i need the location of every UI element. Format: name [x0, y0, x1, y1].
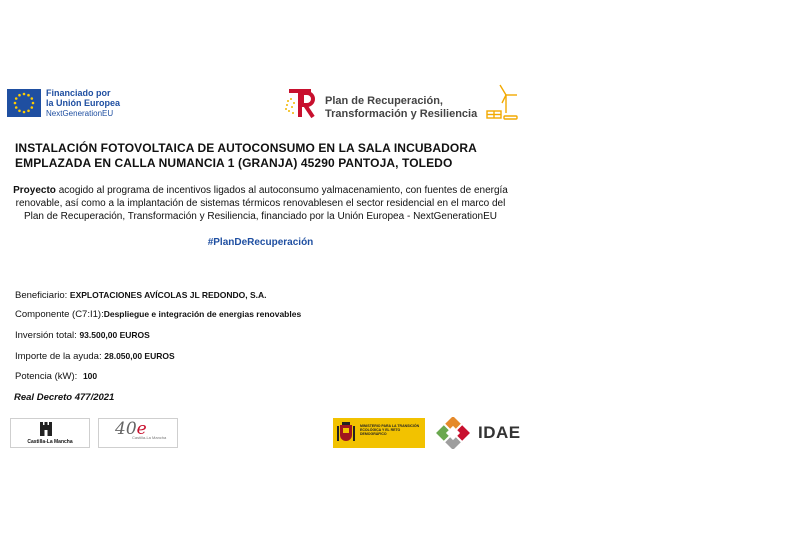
- c40-letter: e: [136, 419, 147, 439]
- clm-logo-text: Castilla-La Mancha: [27, 439, 73, 445]
- potencia-value: 100: [82, 371, 98, 381]
- idae-logo-text: IDAE: [478, 423, 521, 442]
- importe-label: Importe de la ayuda:: [15, 351, 102, 362]
- project-title-line1: INSTALACIÓN FOTOVOLTAICA DE AUTOCONSUMO EN LA SALA INCUBADORA: [15, 141, 477, 155]
- componente-row: [15, 309, 301, 320]
- clm-castle-icon: [38, 421, 54, 437]
- prtr-title-line1: Plan de Recuperación,: [325, 95, 443, 107]
- project-description-line3: Plan de Recuperación, Transformación y Resiliencia, financiado por la Unión Europea - NextGenerationEU: [23, 211, 498, 222]
- real-decreto: Real Decreto 477/2021: [14, 392, 115, 403]
- hashtag-link[interactable]: #PlanDeRecuperación: [207, 237, 314, 248]
- prtr-title-line2: Transformación y Resiliencia: [325, 108, 478, 120]
- componente-label: Componente (C7:I1):: [15, 309, 104, 320]
- ministerio-text: MINISTERIO PARA LA TRANSICIÓN ECOLÓGICA Y EL RETO DEMOGRÁFICO: [360, 424, 420, 436]
- project-title-line2: EMPLAZADA EN CALLA NUMANCIA 1 (GRANJA) 45290 PANTOJA, TOLEDO: [15, 156, 453, 170]
- eu-funding-line3: NextGenerationEU: [46, 109, 114, 118]
- beneficiario-label: Beneficiario:: [15, 290, 68, 301]
- project-lead-word: Proyecto: [13, 185, 56, 196]
- beneficiario-value: EXPLOTACIONES AVÍCOLAS JL REDONDO, S.A.: [69, 290, 267, 300]
- project-description-line1: [0, 184, 521, 197]
- idae-logo-icon: [432, 417, 474, 449]
- project-description-line2: renovable, así como a la implantación de sistemas térmicos renovablesen el sector residencial en el marco del: [15, 198, 506, 209]
- inversion-row: [15, 330, 150, 341]
- beneficiario-row: [15, 290, 267, 301]
- potencia-row: [15, 371, 97, 382]
- importe-row: [15, 351, 175, 362]
- eu-funding-line2: la Unión Europea: [46, 98, 121, 108]
- description-text-1: acogido al programa de incentivos ligados al autoconsumo yalmacenamiento, con fuentes de energía: [55, 185, 508, 196]
- eu-flag-icon: [7, 89, 41, 117]
- eu-funding-line1: Financiado por: [46, 88, 111, 98]
- componente-value: Despliegue e integración de energias renovables: [103, 309, 302, 319]
- c40-number: 40: [115, 419, 137, 439]
- potencia-label: Potencia (kW):: [15, 371, 78, 382]
- prtr-logo-icon: [283, 87, 317, 119]
- inversion-value: 93.500,00 EUROS: [79, 330, 150, 340]
- importe-value: 28.050,00 EUROS: [104, 351, 175, 361]
- c40-logo-text: Castilla-La Mancha: [132, 435, 167, 440]
- spain-crest-icon: [336, 421, 356, 445]
- windmill-solar-icon: [484, 83, 520, 123]
- inversion-label: Inversión total:: [15, 330, 77, 341]
